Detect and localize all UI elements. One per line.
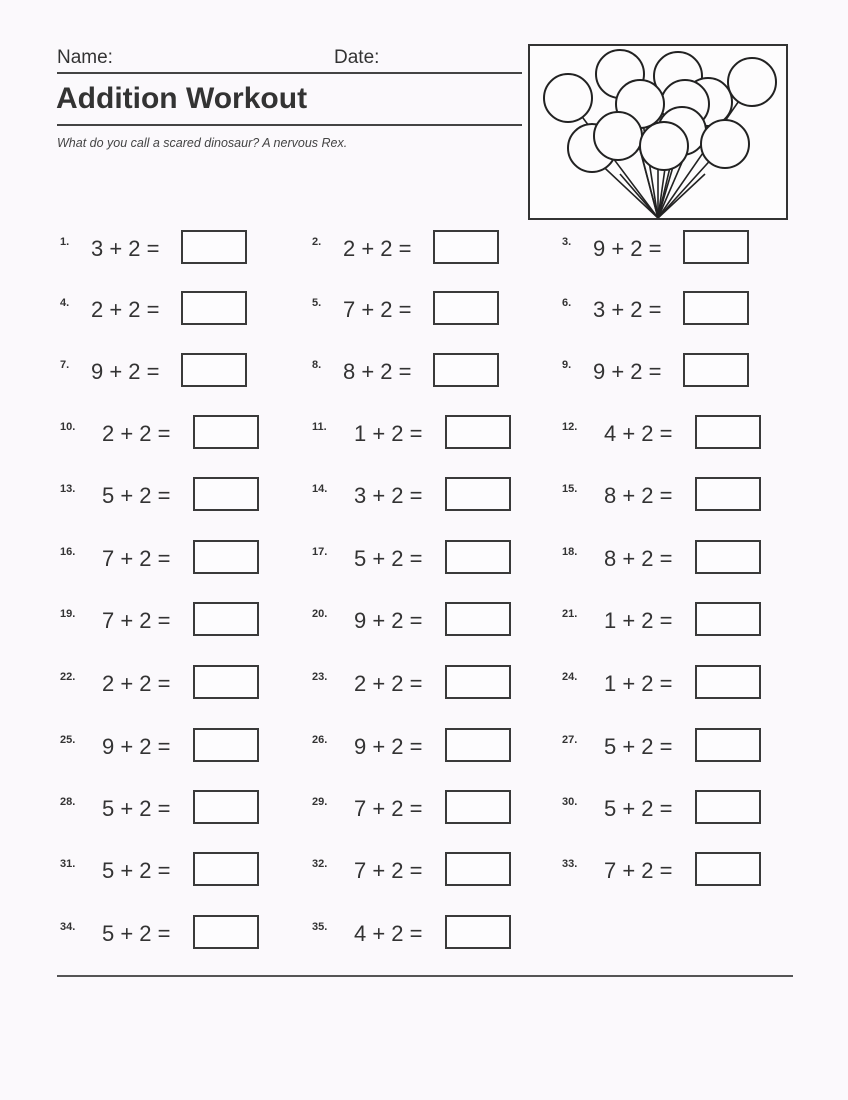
problem-number: 14. bbox=[312, 483, 328, 495]
problem-expression: 9 + 2 = bbox=[102, 734, 171, 759]
problem-number: 27. bbox=[562, 734, 578, 746]
problem-expression: 4 + 2 = bbox=[604, 421, 673, 446]
problem-number: 22. bbox=[60, 671, 76, 683]
problem-item bbox=[60, 602, 300, 638]
problem-number: 8. bbox=[312, 359, 322, 371]
problem-expression: 2 + 2 = bbox=[102, 421, 171, 446]
problem-expression: 5 + 2 = bbox=[604, 796, 673, 821]
problem-item bbox=[562, 665, 802, 701]
problem-number: 2. bbox=[312, 236, 322, 248]
answer-box[interactable] bbox=[695, 602, 761, 636]
problem-item bbox=[60, 230, 300, 266]
problem-number: 34. bbox=[60, 921, 76, 933]
answer-box[interactable] bbox=[695, 665, 761, 699]
answer-box[interactable] bbox=[433, 230, 499, 264]
problem-number: 12. bbox=[562, 421, 578, 433]
problem-item bbox=[60, 790, 300, 826]
problem-expression: 5 + 2 = bbox=[604, 734, 673, 759]
problem-number: 24. bbox=[562, 671, 578, 683]
problem-item bbox=[312, 477, 552, 513]
answer-box[interactable] bbox=[445, 415, 511, 449]
problem-item bbox=[60, 415, 300, 451]
problem-number: 32. bbox=[312, 858, 328, 870]
problem-expression: 7 + 2 = bbox=[343, 297, 412, 322]
problem-expression: 7 + 2 = bbox=[102, 608, 171, 633]
problem-item bbox=[312, 540, 552, 576]
problem-number: 16. bbox=[60, 546, 76, 558]
problem-item bbox=[312, 602, 552, 638]
date-label: Date: bbox=[334, 47, 380, 68]
answer-box[interactable] bbox=[695, 728, 761, 762]
answer-box[interactable] bbox=[683, 353, 749, 387]
answer-box[interactable] bbox=[445, 852, 511, 886]
answer-box[interactable] bbox=[445, 540, 511, 574]
problem-item bbox=[60, 665, 300, 701]
title-underline bbox=[57, 124, 522, 126]
problem-item bbox=[562, 230, 802, 266]
problem-expression: 2 + 2 = bbox=[354, 671, 423, 696]
answer-box[interactable] bbox=[445, 790, 511, 824]
answer-box[interactable] bbox=[695, 790, 761, 824]
answer-box[interactable] bbox=[695, 852, 761, 886]
answer-box[interactable] bbox=[445, 602, 511, 636]
problem-number: 28. bbox=[60, 796, 76, 808]
problem-item bbox=[60, 291, 300, 327]
answer-box[interactable] bbox=[193, 728, 259, 762]
problem-expression: 7 + 2 = bbox=[604, 858, 673, 883]
problem-number: 31. bbox=[60, 858, 76, 870]
problem-number: 25. bbox=[60, 734, 76, 746]
answer-box[interactable] bbox=[193, 915, 259, 949]
problem-item bbox=[562, 477, 802, 513]
problem-number: 9. bbox=[562, 359, 572, 371]
problem-expression: 8 + 2 = bbox=[343, 359, 412, 384]
problem-expression: 1 + 2 = bbox=[604, 608, 673, 633]
problem-item bbox=[562, 728, 802, 764]
answer-box[interactable] bbox=[683, 291, 749, 325]
problem-item bbox=[562, 790, 802, 826]
problem-item bbox=[312, 915, 552, 951]
problem-expression: 3 + 2 = bbox=[354, 483, 423, 508]
problem-item bbox=[562, 602, 802, 638]
answer-box[interactable] bbox=[193, 852, 259, 886]
answer-box[interactable] bbox=[193, 540, 259, 574]
problem-expression: 3 + 2 = bbox=[593, 297, 662, 322]
problem-expression: 9 + 2 = bbox=[593, 236, 662, 261]
problem-item bbox=[60, 728, 300, 764]
problem-number: 3. bbox=[562, 236, 572, 248]
problem-number: 1. bbox=[60, 236, 70, 248]
problem-item bbox=[562, 852, 802, 888]
answer-box[interactable] bbox=[193, 415, 259, 449]
problem-expression: 8 + 2 = bbox=[604, 483, 673, 508]
page-title: Addition Workout bbox=[56, 82, 308, 115]
problem-item bbox=[312, 728, 552, 764]
problem-item bbox=[312, 353, 552, 389]
problem-item bbox=[312, 230, 552, 266]
problem-expression: 7 + 2 = bbox=[354, 858, 423, 883]
problem-number: 29. bbox=[312, 796, 328, 808]
problem-number: 20. bbox=[312, 608, 328, 620]
problem-number: 11. bbox=[312, 421, 327, 433]
problem-expression: 7 + 2 = bbox=[102, 546, 171, 571]
problem-item bbox=[60, 477, 300, 513]
answer-box[interactable] bbox=[433, 291, 499, 325]
joke-text: What do you call a scared dinosaur? A nervous Rex. bbox=[57, 136, 348, 150]
name-label: Name: bbox=[57, 47, 113, 68]
problem-expression: 5 + 2 = bbox=[102, 858, 171, 883]
problem-number: 35. bbox=[312, 921, 328, 933]
answer-box[interactable] bbox=[181, 353, 247, 387]
problem-expression: 3 + 2 = bbox=[91, 236, 160, 261]
answer-box[interactable] bbox=[683, 230, 749, 264]
problem-number: 10. bbox=[60, 421, 76, 433]
problem-item bbox=[312, 291, 552, 327]
problem-number: 17. bbox=[312, 546, 328, 558]
problem-item bbox=[312, 415, 552, 451]
problem-number: 21. bbox=[562, 608, 578, 620]
answer-box[interactable] bbox=[695, 540, 761, 574]
problem-item bbox=[60, 353, 300, 389]
problem-number: 5. bbox=[312, 297, 322, 309]
problem-expression: 9 + 2 = bbox=[593, 359, 662, 384]
problem-item bbox=[312, 852, 552, 888]
answer-box[interactable] bbox=[695, 477, 761, 511]
answer-box[interactable] bbox=[193, 477, 259, 511]
answer-box[interactable] bbox=[181, 230, 247, 264]
problem-number: 15. bbox=[562, 483, 578, 495]
problem-expression: 8 + 2 = bbox=[604, 546, 673, 571]
problem-expression: 9 + 2 = bbox=[354, 734, 423, 759]
problem-expression: 2 + 2 = bbox=[91, 297, 160, 322]
problem-number: 19. bbox=[60, 608, 76, 620]
problem-item bbox=[562, 291, 802, 327]
answer-box[interactable] bbox=[445, 477, 511, 511]
answer-box[interactable] bbox=[445, 665, 511, 699]
problem-expression: 1 + 2 = bbox=[354, 421, 423, 446]
answer-box[interactable] bbox=[181, 291, 247, 325]
problem-item bbox=[562, 353, 802, 389]
answer-box[interactable] bbox=[193, 602, 259, 636]
bottom-rule bbox=[57, 975, 793, 977]
problem-expression: 7 + 2 = bbox=[354, 796, 423, 821]
problem-number: 4. bbox=[60, 297, 70, 309]
problem-number: 26. bbox=[312, 734, 328, 746]
problem-number: 13. bbox=[60, 483, 76, 495]
answer-box[interactable] bbox=[445, 728, 511, 762]
problem-item bbox=[312, 665, 552, 701]
answer-box[interactable] bbox=[445, 915, 511, 949]
answer-box[interactable] bbox=[695, 415, 761, 449]
problem-expression: 5 + 2 = bbox=[102, 483, 171, 508]
answer-box[interactable] bbox=[433, 353, 499, 387]
problem-number: 18. bbox=[562, 546, 578, 558]
answer-box[interactable] bbox=[193, 790, 259, 824]
problem-expression: 4 + 2 = bbox=[354, 921, 423, 946]
problem-number: 23. bbox=[312, 671, 328, 683]
name-date-line bbox=[57, 72, 522, 74]
problem-item bbox=[60, 540, 300, 576]
answer-box[interactable] bbox=[193, 665, 259, 699]
problem-number: 33. bbox=[562, 858, 578, 870]
problem-item bbox=[562, 415, 802, 451]
problem-expression: 5 + 2 = bbox=[102, 921, 171, 946]
problem-expression: 1 + 2 = bbox=[604, 671, 673, 696]
problem-expression: 9 + 2 = bbox=[354, 608, 423, 633]
problem-item bbox=[312, 790, 552, 826]
problem-item bbox=[60, 915, 300, 951]
balloon-illustration bbox=[528, 44, 788, 220]
problem-expression: 2 + 2 = bbox=[102, 671, 171, 696]
problem-item bbox=[60, 852, 300, 888]
problem-item bbox=[562, 540, 802, 576]
problem-expression: 9 + 2 = bbox=[91, 359, 160, 384]
problem-number: 7. bbox=[60, 359, 70, 371]
balloons-icon bbox=[530, 46, 786, 218]
problem-expression: 5 + 2 = bbox=[102, 796, 171, 821]
problem-expression: 5 + 2 = bbox=[354, 546, 423, 571]
problem-expression: 2 + 2 = bbox=[343, 236, 412, 261]
problem-number: 30. bbox=[562, 796, 578, 808]
problem-number: 6. bbox=[562, 297, 572, 309]
